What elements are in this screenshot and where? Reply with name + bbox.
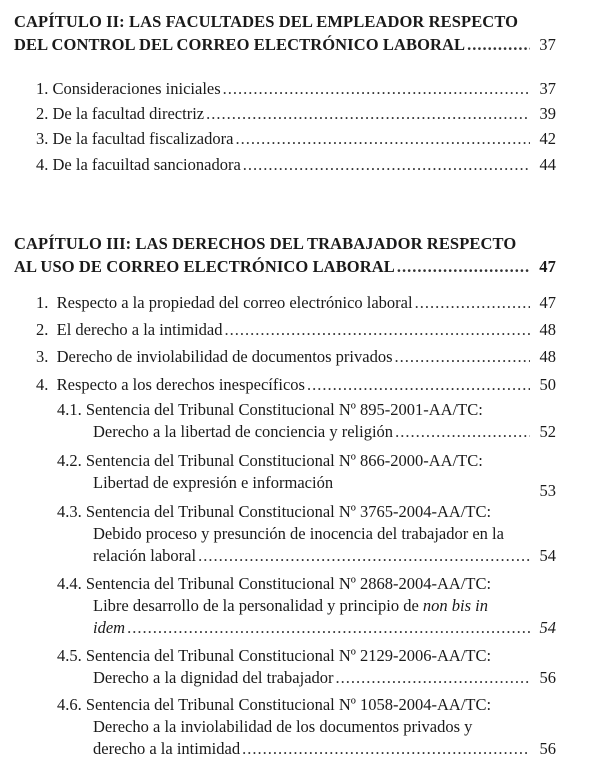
leader-dots <box>198 545 530 567</box>
toc-entry-text: 3. Derecho de inviolabilidad de documentos privados <box>36 347 393 366</box>
chapter-2-page: 37 <box>539 35 556 54</box>
toc-subentry-line: 4.4. Sentencia del Tribunal Constitucional Nº 2868-2004-AA/TC: <box>57 574 492 593</box>
leader-dots <box>206 103 530 125</box>
toc-subentry-4-1 <box>57 399 556 443</box>
toc-subentry-italic: non bis in <box>422 596 488 615</box>
toc-entry-page: 53 <box>539 481 556 500</box>
leader-dots <box>235 128 530 150</box>
leader-dots <box>224 319 530 341</box>
toc-entry <box>36 154 556 176</box>
toc-entry-page: 48 <box>539 347 556 366</box>
chapter-2-heading <box>14 10 556 56</box>
leader-dots <box>415 292 530 314</box>
toc-entry <box>36 78 556 100</box>
toc-entry-page: 44 <box>539 155 556 174</box>
chapter-3-title-line2: AL USO DE CORREO ELECTRÓNICO LABORAL <box>14 257 395 276</box>
leader-dots <box>127 617 530 639</box>
toc-entry-page: 54 <box>539 618 556 637</box>
leader-dots <box>242 738 530 760</box>
leader-dots <box>307 374 530 396</box>
toc-entry-page: 39 <box>539 104 556 123</box>
chapter-2-title-line1: CAPÍTULO II: LAS FACULTADES DEL EMPLEADOR RESPECTO <box>14 12 519 31</box>
toc-entry <box>36 128 556 150</box>
chapter-3-title-line1: CAPÍTULO III: LAS DERECHOS DEL TRABAJADOR RESPECTO <box>14 234 517 253</box>
toc-subentry-line: Libertad de expresión e información <box>93 473 334 492</box>
toc-entry-page: 52 <box>539 422 556 441</box>
toc-subentry-line: Libre desarrollo de la personalidad y principio de <box>93 596 423 615</box>
toc-subentry-line: 4.1. Sentencia del Tribunal Constitucional Nº 895-2001-AA/TC: <box>57 400 483 419</box>
toc-subentry-4-4 <box>57 573 556 639</box>
toc-entry-page: 54 <box>539 546 556 565</box>
toc-entry-text: 2. De la facultad directriz <box>36 104 205 123</box>
toc-entry-page: 56 <box>539 739 556 758</box>
toc-entry-page: 56 <box>539 668 556 687</box>
toc-subentry-italic: idem <box>93 618 126 637</box>
toc-entry-text: 2. El derecho a la intimidad <box>36 320 223 339</box>
toc-subentry-4-6 <box>57 694 556 760</box>
toc-entry <box>36 319 556 341</box>
chapter-3-heading <box>14 232 556 278</box>
toc-subentry-line: derecho a la intimidad <box>93 739 241 758</box>
toc-entry-page: 42 <box>539 129 556 148</box>
toc-entry-text: 3. De la facultad fiscalizadora <box>36 129 234 148</box>
toc-entry-text: 4. De la facuiltad sancionadora <box>36 155 241 174</box>
toc-subentry-line: Debido proceso y presunción de inocencia del trabajador en la <box>93 524 504 543</box>
toc-subentry-line: 4.3. Sentencia del Tribunal Constitucional Nº 3765-2004-AA/TC: <box>57 502 492 521</box>
toc-entry <box>36 346 556 368</box>
leader-dots <box>467 33 530 56</box>
toc-subentry-4-5 <box>57 645 556 689</box>
toc-subentry-line: 4.6. Sentencia del Tribunal Constitucional Nº 1058-2004-AA/TC: <box>57 695 492 714</box>
leader-dots <box>397 255 530 278</box>
toc-subentry-4-3 <box>57 501 556 567</box>
leader-dots <box>223 78 530 100</box>
toc-entry-text: 4. Respecto a los derechos inespecíficos <box>36 375 305 394</box>
toc-subentry-line: Derecho a la inviolabilidad de los documentos privados y <box>93 717 473 736</box>
toc-entry-page: 48 <box>539 320 556 339</box>
toc-entry <box>36 292 556 314</box>
leader-dots <box>243 154 530 176</box>
toc-subentry-line: Derecho a la libertad de conciencia y religión <box>93 422 394 441</box>
toc-subentry-line: Derecho a la dignidad del trabajador <box>93 668 334 687</box>
chapter-2-title-line2: DEL CONTROL DEL CORREO ELECTRÓNICO LABORAL <box>14 35 466 54</box>
toc-subentry-line: 4.2. Sentencia del Tribunal Constitucional Nº 866-2000-AA/TC: <box>57 451 483 470</box>
leader-dots <box>395 346 531 368</box>
toc-entry-page: 37 <box>539 79 556 98</box>
leader-dots <box>395 421 530 443</box>
toc-entry-page: 50 <box>539 375 556 394</box>
toc-entry <box>36 103 556 125</box>
toc-subentry-line: relación laboral <box>93 546 197 565</box>
toc-subentry-4-2 <box>57 450 556 500</box>
toc-entry-text: 1. Consideraciones iniciales <box>36 79 221 98</box>
toc-subentry-line: 4.5. Sentencia del Tribunal Constitucional Nº 2129-2006-AA/TC: <box>57 646 492 665</box>
toc-entry-text: 1. Respecto a la propiedad del correo electrónico laboral <box>36 293 413 312</box>
chapter-3-page: 47 <box>539 257 556 276</box>
toc-entry-page: 47 <box>539 293 556 312</box>
toc-entry <box>36 374 556 396</box>
leader-dots <box>336 667 530 689</box>
